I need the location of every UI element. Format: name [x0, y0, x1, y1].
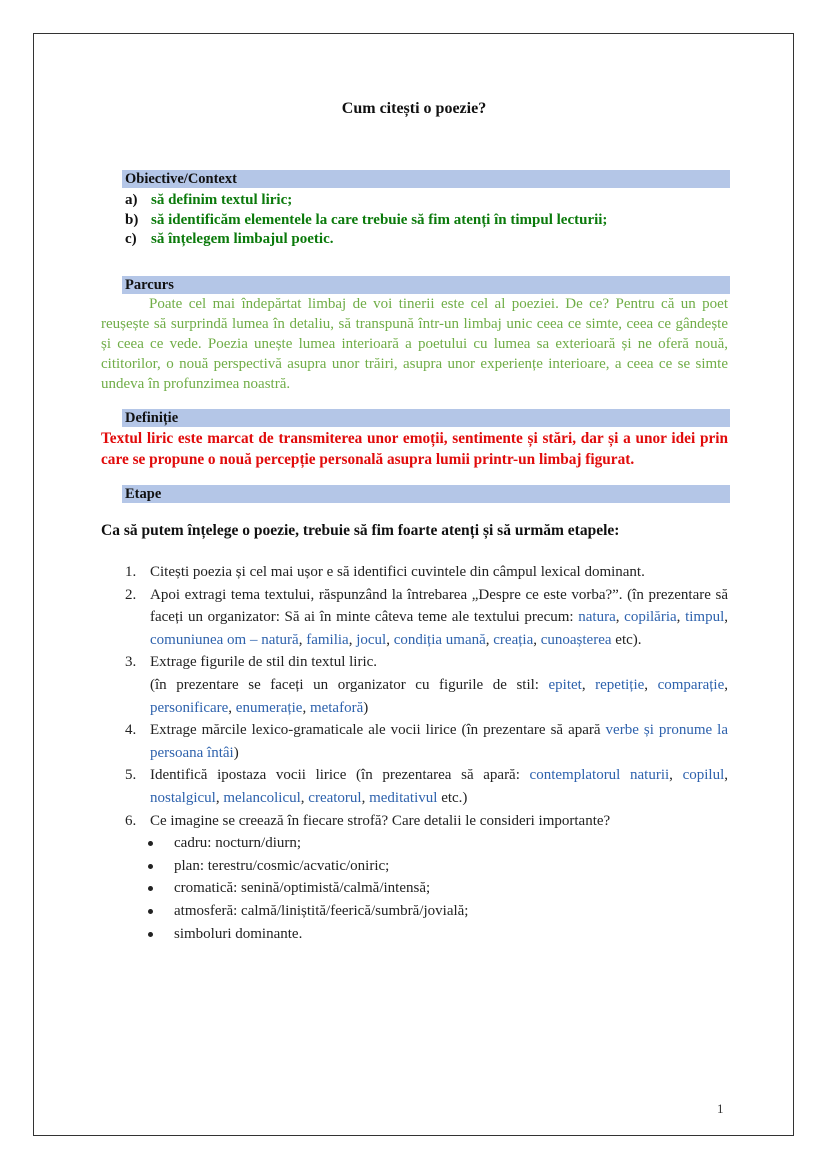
step-text: Citești poezia și cel mai ușor e să identifici cuvintele din câmpul lexical dominant. [150, 564, 645, 580]
objective-item [125, 190, 292, 210]
objective-text: să înțelegem limbajul poetic. [151, 231, 334, 247]
parcurs-heading: Parcurs [122, 276, 730, 294]
parcurs-paragraph [101, 294, 728, 394]
figure-term: comparație [657, 676, 725, 693]
step-item [125, 810, 728, 833]
bullet-text: cromatică: senină/optimistă/calmă/intensă; [174, 880, 431, 897]
bullet-text: atmosferă: calmă/liniștită/feerică/sumbră/jovială; [174, 902, 469, 919]
theme-term: copilăria [624, 609, 677, 626]
step-text-tail: ) [363, 699, 369, 716]
etape-heading: Etape [122, 485, 730, 503]
page-number: 1 [717, 1101, 724, 1116]
step-item: 2. Apoi extragi tema textului, răspunzând la întrebarea „Despre ce este vorba?”. (în prezentare să faceți un organizator: Să ai în minte câteva teme ale textului precum: natura, copilăria, timpul, comuniunea om – natură, familia, jocul, condiția umană, creația, cunoașterea etc). [125, 584, 728, 652]
bullet-text: cadru: nocturn/diurn; [174, 835, 302, 852]
figure-term: enumerație [235, 699, 303, 716]
step-text-tail: etc.) [437, 789, 468, 806]
image-criteria-list [125, 832, 728, 945]
theme-term: comuniunea om – natură [150, 631, 299, 648]
figure-term: personificare [150, 699, 229, 716]
step-text-tail: ) [233, 744, 239, 761]
bullet-item [125, 832, 728, 855]
objective-text: să definim textul liric; [151, 192, 293, 208]
definitie-heading: Definiție [122, 409, 730, 427]
bullet-item [125, 855, 728, 878]
figure-term: epitet [548, 676, 582, 693]
step-item [125, 719, 728, 764]
objective-item [125, 229, 333, 249]
theme-term: jocul [356, 631, 387, 648]
step-number: 5. [125, 767, 137, 784]
step-text: Ce imagine se creează în fiecare strofă? Care detalii le consideri importante? [150, 812, 611, 829]
theme-term: familia [306, 631, 349, 648]
objective-label: a) [125, 192, 138, 208]
objective-text: să identificăm elementele la care trebuie să fim atenți în timpul lecturii; [151, 212, 608, 228]
step-text: Extrage mărcile lexico-gramaticale ale vocii lirice (în prezentare să apară [150, 722, 606, 739]
voice-term: copilul [682, 767, 725, 784]
step-text: Identifică ipostaza vocii lirice (în prezentarea să apară: [150, 767, 530, 784]
voice-term: creatorul [308, 789, 362, 806]
step-text-tail: etc). [611, 631, 642, 648]
step-number: 4. [125, 722, 137, 739]
definition-text: Textul liric este marcat de transmiterea unor emoții, sentimente și stări, dar și a unor idei prin care se propune o nouă percepție personală asupra lumii printr-un limbaj figurat. [101, 430, 728, 468]
bullet-item [125, 923, 728, 946]
bullet-text: simboluri dominante. [174, 925, 303, 942]
voice-term: nostalgicul [150, 789, 216, 806]
bullet-dot-icon [148, 932, 153, 937]
page-title: Cum citești o poezie? [341, 100, 487, 117]
bullet-item [125, 877, 728, 900]
bullet-dot-icon [148, 841, 153, 846]
step-number: 3. [125, 654, 137, 671]
objective-item [125, 210, 607, 230]
theme-term: timpul [685, 609, 725, 626]
step-number: 1. [125, 564, 137, 580]
bullet-text: plan: terestru/cosmic/acvatic/oniric; [174, 857, 390, 874]
marker-term: verbe și pronume la persoana întâi [150, 722, 728, 761]
voice-term: melancolicul [223, 789, 301, 806]
voice-term: contemplatorul naturii [529, 767, 670, 784]
bullet-dot-icon [148, 864, 153, 869]
step-item [125, 561, 728, 584]
step-text: Extrage figurile de stil din textul liric. [150, 654, 378, 671]
bullet-dot-icon [148, 886, 153, 891]
step-text: Apoi extragi tema textului, răspunzând la întrebarea „Despre ce este vorba?”. (în prezentare să faceți un organizator: Să ai în minte câteva teme ale textului precum: [150, 586, 728, 626]
theme-term: condiția umană [393, 631, 486, 648]
step-number: 2. [125, 586, 137, 603]
figure-term: repetiție [595, 676, 645, 693]
steps-list [125, 561, 728, 945]
step-number: 6. [125, 812, 137, 829]
step-item: 3. Extrage figurile de stil din textul liric. (în prezentare se faceți un organizator cu figurile de stil: epitet, repetiție, comparație, personificare, enumerație, metaforă) [125, 651, 728, 719]
bullet-dot-icon [148, 909, 153, 914]
objective-label: c) [125, 231, 137, 247]
step-text: (în prezentare se faceți un organizator cu figurile de stil: [150, 676, 549, 693]
theme-term: cunoașterea [540, 631, 612, 648]
theme-term: natura [578, 609, 616, 626]
figure-term: metaforă [309, 699, 364, 716]
theme-term: creația [493, 631, 534, 648]
step-item: 5. Identifică ipostaza vocii lirice (în prezentarea să apară: contemplatorul naturii, copilul, nostalgicul, melancolicul, creatorul, meditativul etc.) [125, 764, 728, 809]
objectives-heading: Obiective/Context [122, 170, 730, 188]
parcurs-text: Poate cel mai îndepărtat limbaj de voi tinerii este cel al poeziei. De ce? Pentru că un poet reușește să surprindă lumea în detaliu, să transpună într-un limbaj unic ceea ce simte, ceea ce gândește și ceea ce vede. Poezia unește lumea interioară a poetului cu lumea sa exterioară și ne oferă nouă, cititorilor, o nouă perspectivă asupra unor trăiri, asupra unor experiențe interioare, a ceea ce se simte undeva în profunzimea noastră. [101, 296, 728, 392]
objective-label: b) [125, 212, 139, 228]
etape-intro: Ca să putem înțelege o poezie, trebuie să fim foarte atenți și să urmăm etapele: [101, 522, 620, 539]
bullet-item [125, 900, 728, 923]
voice-term: meditativul [369, 789, 438, 806]
